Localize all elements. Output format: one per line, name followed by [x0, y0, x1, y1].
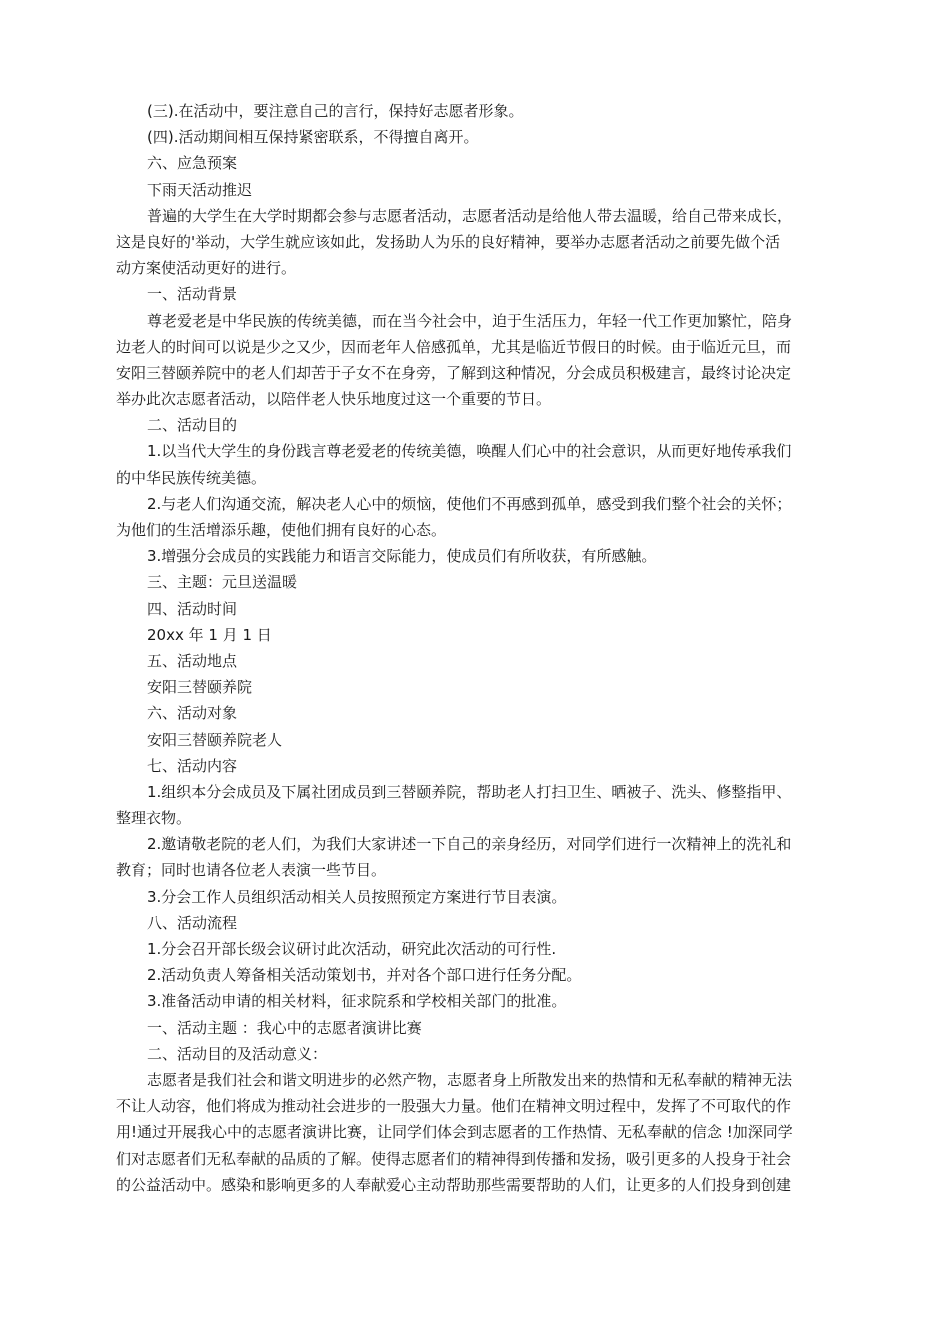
section-heading: 一、活动主题 ：我心中的志愿者演讲比赛 [147, 1018, 422, 1037]
paragraph-line: 1.以当代大学生的身份践言尊老爱老的传统美德，唤醒人们心中的社会意识，从而更好地传承我们 [147, 442, 792, 461]
document-page [116, 98, 832, 1198]
text-line: (四).活动期间相互保持紧密联系，不得擅自离开。 [147, 128, 479, 147]
text-line: (三).在活动中，要注意自己的言行，保持好志愿者形象。 [147, 102, 524, 120]
paragraph-line: 教育；同时也请各位老人表演一些节目。 [116, 861, 387, 880]
section-heading: 三、主题：元旦送温暖 [147, 573, 298, 592]
section-heading: 五、活动地点 [147, 651, 238, 670]
paragraph-line: 3.准备活动申请的相关材料，征求院系和学校相关部门的批准。 [147, 992, 567, 1011]
section-heading: 一、活动背景 [147, 285, 238, 304]
section-heading: 六、应急预案 [147, 154, 238, 173]
paragraph-line: 为他们的生活增添乐趣，使他们拥有良好的心态。 [116, 521, 447, 539]
section-heading: 六、活动对象 [147, 704, 238, 723]
text-line: 下雨天活动推迟 [147, 180, 253, 199]
paragraph-line: 2.邀请敬老院的老人们，为我们大家讲述一下自己的亲身经历，对同学们进行一次精神上的洗礼和 [147, 835, 792, 854]
paragraph-line: 们对志愿者们无私奉献的品质的了解。使得志愿者们的精神得到传播和发扬，吸引更多的人投身于社会 [116, 1149, 792, 1168]
paragraph-line: 安阳三替颐养院中的老人们却苦于子女不在身旁，了解到这种情况，分会成员积极建言，最终讨论决定 [116, 363, 792, 382]
text-line: 20xx 年 1 月 1 日 [147, 625, 272, 644]
paragraph-line: 3.增强分会成员的实践能力和语言交际能力，使成员们有所收获，有所感触。 [147, 547, 657, 566]
paragraph-line: 志愿者是我们社会和谐文明进步的必然产物，志愿者身上所散发出来的热情和无私奉献的精神无法 [147, 1070, 793, 1089]
paragraph-line: 不让人动容，他们将成为推动社会进步的一股强大力量。他们在精神文明过程中，发挥了不可取代的作 [116, 1097, 792, 1116]
paragraph-line: 用!通过开展我心中的志愿者演讲比赛，让同学们体会到志愿者的工作热情、无私奉献的信念 !加深同学 [116, 1123, 793, 1142]
paragraph-line: 普遍的大学生在大学时期都会参与志愿者活动，志愿者活动是给他人带去温暖，给自己带来成长， [147, 206, 793, 225]
paragraph-line: 这是良好的'举动，大学生就应该如此，发扬助人为乐的良好精神，要举办志愿者活动之前要先做个活 [116, 232, 781, 251]
paragraph-line: 边老人的时间可以说是少之又少，因而老年人倍感孤单，尤其是临近节假日的时候。由于临近元旦，而 [116, 337, 792, 356]
paragraph-line: 1.组织本分会成员及下属社团成员到三替颐养院，帮助老人打扫卫生、晒被子、洗头、修整指甲、 [147, 782, 792, 801]
paragraph-line: 3.分会工作人员组织活动相关人员按照预定方案进行节目表演。 [147, 887, 567, 906]
paragraph-line: 举办此次志愿者活动，以陪伴老人快乐地度过这一个重要的节日。 [116, 390, 552, 409]
text-line: 安阳三替颐养院老人 [147, 730, 283, 749]
section-heading: 二、活动目的 [147, 416, 238, 435]
paragraph-line: 2.与老人们沟通交流，解决老人心中的烦恼，使他们不再感到孤单，感受到我们整个社会的关怀； [147, 494, 792, 513]
paragraph-line: 整理衣物。 [116, 809, 192, 828]
paragraph-line: 的公益活动中。感染和影响更多的人奉献爱心主动帮助那些需要帮助的人们，让更多的人们投身到创建 [116, 1175, 792, 1194]
paragraph-line: 2.活动负责人筹备相关活动策划书，并对各个部口进行任务分配。 [147, 966, 582, 985]
section-heading: 二、活动目的及活动意义： [147, 1044, 328, 1063]
section-heading: 七、活动内容 [147, 756, 238, 775]
paragraph-line: 尊老爱老是中华民族的传统美德，而在当今社会中，迫于生活压力，年轻一代工作更加繁忙，陪身 [147, 311, 793, 330]
section-heading: 四、活动时间 [147, 599, 238, 618]
text-line: 安阳三替颐养院 [147, 678, 253, 697]
section-heading: 八、活动流程 [147, 913, 238, 932]
paragraph-line: 动方案使活动更好的进行。 [116, 259, 297, 278]
paragraph-line: 1.分会召开部长级会议研讨此次活动，研究此次活动的可行性. [147, 940, 557, 958]
paragraph-line: 的中华民族传统美德。 [116, 468, 267, 487]
